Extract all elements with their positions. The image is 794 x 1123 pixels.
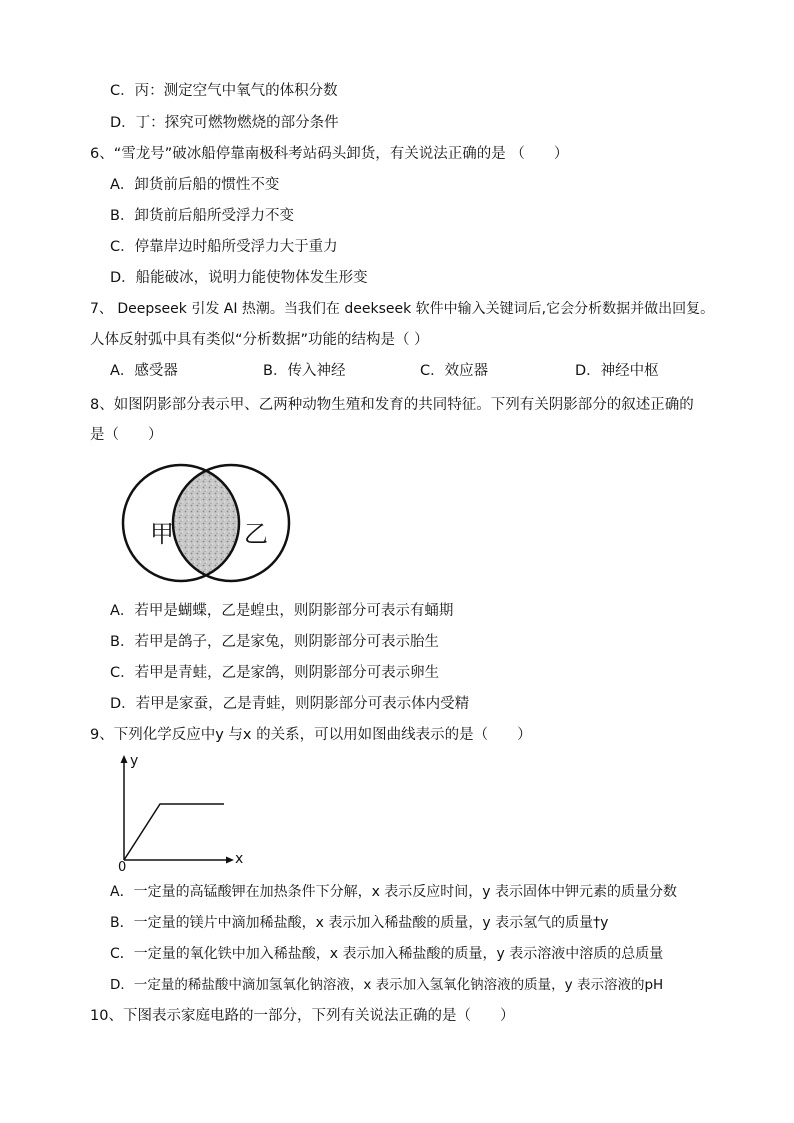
q7-option-a: A．感受器 [110, 363, 178, 379]
q8-stem-line1: 8、如图阴影部分表示甲、乙两种动物生殖和发育的共同特征。下列有关阴影部分的叙述正确的 [90, 397, 694, 413]
origin-label: 0 [118, 860, 127, 872]
q7-option-b: B．传入神经 [263, 363, 346, 379]
q9-option-a: A．一定量的高锰酸钾在加热条件下分解，x 表示反应时间，y 表示固体中钾元素的质量分数 [110, 884, 678, 900]
q10-stem: 10、下图表示家庭电路的一部分，下列有关说法正确的是（ ） [90, 1008, 515, 1024]
q7-stem-line2: 人体反射弧中具有类似“分析数据”功能的结构是（ ） [90, 332, 429, 348]
venn-label-right: 乙 [244, 520, 268, 548]
q5-option-d: D．丁：探究可燃物燃烧的部分条件 [110, 115, 339, 131]
q6-stem: 6、“雪龙号”破冰船停靠南极科考站码头卸货，有关说法正确的是 （ ） [90, 146, 569, 162]
q9-option-d: D．一定量的稀盐酸中滴加氢氧化钠溶液，x 表示加入氢氧化钠溶液的质量，y 表示溶液的pH [110, 977, 664, 993]
q6-option-b: B．卸货前后船所受浮力不变 [110, 208, 294, 224]
q6-option-a: A．卸货前后船的惯性不变 [110, 177, 280, 193]
venn-label-left: 甲 [150, 520, 174, 548]
q9-option-b: B．一定量的镁片中滴加稀盐酸，x 表示加入稀盐酸的质量，y 表示氢气的质量†y [110, 915, 609, 931]
q8-option-b: B．若甲是鸽子，乙是家兔，则阴影部分可表示胎生 [110, 634, 439, 650]
q8-option-d: D．若甲是家蚕，乙是青蛙，则阴影部分可表示体内受精 [110, 696, 470, 712]
q9-stem: 9、下列化学反应中y 与x 的关系，可以用如图曲线表示的是（ ） [90, 727, 532, 743]
q7-option-c: C．效应器 [420, 363, 489, 379]
q5-option-c: C．丙：测定空气中氧气的体积分数 [110, 83, 338, 99]
x-axis-arrow [226, 857, 234, 864]
y-axis-arrow [121, 755, 128, 763]
venn-diagram [118, 462, 298, 584]
q6-option-d: D．船能破冰，说明力能使物体发生形变 [110, 270, 368, 286]
q8-option-a: A．若甲是蝴蝶，乙是蝗虫，则阴影部分可表示有蛹期 [110, 603, 454, 619]
q9-graph [112, 752, 252, 872]
q9-option-c: C．一定量的氧化铁中加入稀盐酸，x 表示加入稀盐酸的质量，y 表示溶液中溶质的总质量 [110, 946, 664, 962]
q6-option-c: C．停靠岸边时船所受浮力大于重力 [110, 239, 338, 255]
x-axis-label: x [235, 851, 244, 867]
y-axis-label: y [130, 753, 139, 769]
curve [124, 804, 224, 860]
q7-stem-line1: 7、 Deepseek 引发 AI 热潮。当我们在 deekseek 软件中输入关键词后,它会分析数据并做出回复。 [90, 301, 715, 317]
q8-option-c: C．若甲是青蛙，乙是家鸽，则阴影部分可表示卵生 [110, 665, 440, 681]
q8-stem-line2: 是（ ） [90, 427, 163, 443]
q7-option-d: D．神经中枢 [575, 363, 659, 379]
